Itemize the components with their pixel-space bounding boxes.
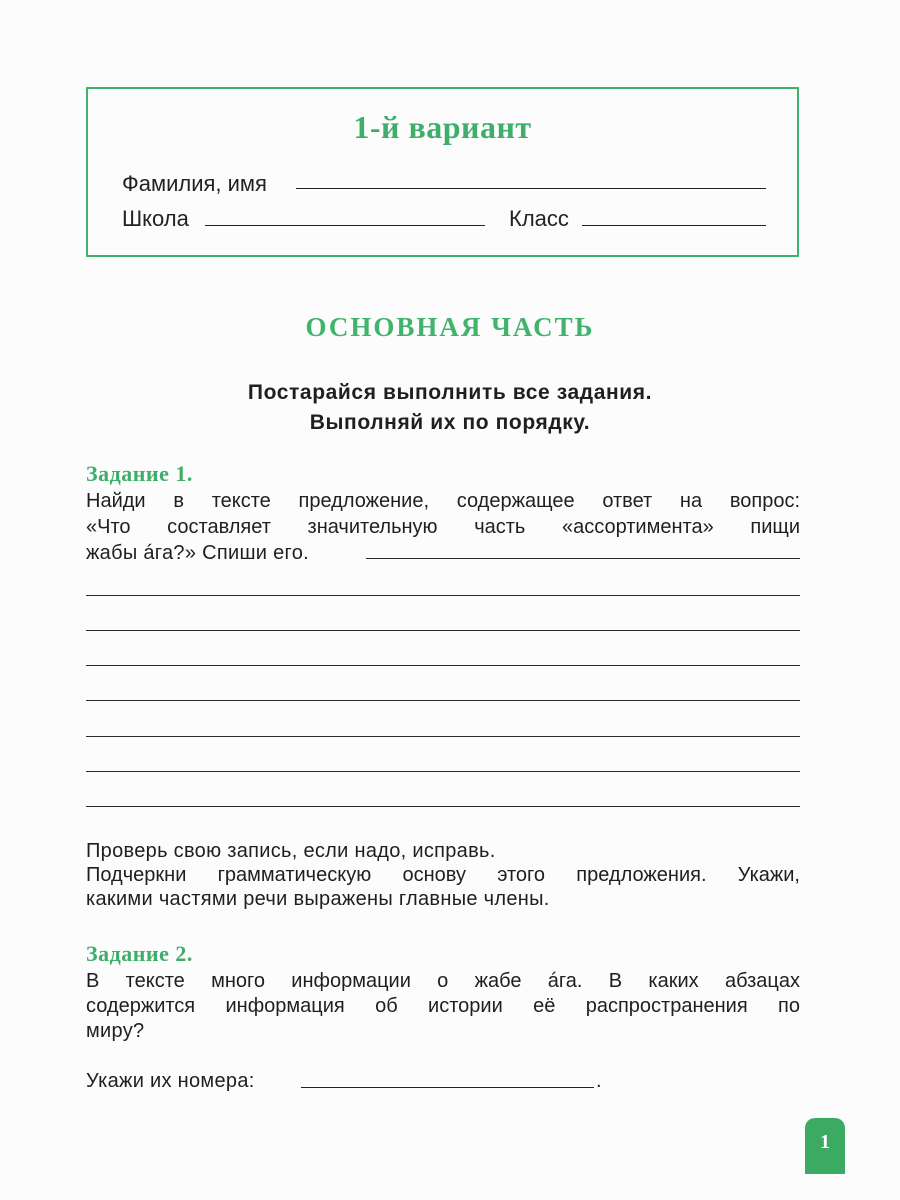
task2-answer-field[interactable]	[301, 1087, 594, 1088]
instruction-line: Выполняй их по порядку.	[309, 411, 591, 434]
instructions	[0, 378, 900, 438]
task1-followup-line: Подчеркни грамматическую основу этого предложения. Укажи,	[86, 864, 800, 886]
task1-heading: Задание 1.	[86, 461, 193, 486]
task1-answer-line[interactable]	[86, 700, 800, 701]
instruction-line: Постарайся выполнить все задания.	[247, 381, 653, 404]
task2-answer-prompt: Укажи их номера:	[86, 1070, 255, 1092]
task1-question-line: Найди в тексте предложение, содержащее ответ на вопрос:	[86, 490, 800, 512]
school-field[interactable]	[205, 225, 485, 226]
task2-question-line: содержится информация об истории её распространения по	[86, 995, 800, 1017]
variant-title: 1-й вариант	[353, 109, 532, 145]
task2-question-line: В тексте много информации о жабе áга. В каких абзацах	[86, 970, 800, 992]
task1-answer-line[interactable]	[86, 595, 800, 596]
class-field[interactable]	[582, 225, 766, 226]
task2-heading: Задание 2.	[86, 941, 193, 966]
page-number-badge: 1	[805, 1118, 845, 1174]
surname-label: Фамилия, имя	[122, 171, 267, 196]
task1-question-line: «Что составляет значительную часть «ассортимента» пищи	[86, 516, 800, 538]
task1-answer-line[interactable]	[86, 771, 800, 772]
surname-field[interactable]	[296, 188, 766, 189]
task1-answer-line[interactable]	[86, 736, 800, 737]
task1-followup-line: какими частями речи выражены главные члены.	[86, 888, 550, 910]
school-label: Школа	[122, 206, 189, 231]
task1-followup-line: Проверь свою запись, если надо, исправь.	[86, 840, 496, 862]
task1-answer-line[interactable]	[86, 806, 800, 807]
task1-answer-line[interactable]	[366, 558, 800, 559]
task2-question-line: миру?	[86, 1020, 145, 1042]
task2-answer-end: .	[596, 1070, 602, 1092]
task1-answer-line[interactable]	[86, 630, 800, 631]
section-title: ОСНОВНАЯ ЧАСТЬ	[305, 312, 595, 342]
task1-answer-line[interactable]	[86, 665, 800, 666]
class-label: Класс	[509, 206, 569, 231]
task1-question-line: жабы áга?» Спиши его.	[86, 542, 309, 564]
